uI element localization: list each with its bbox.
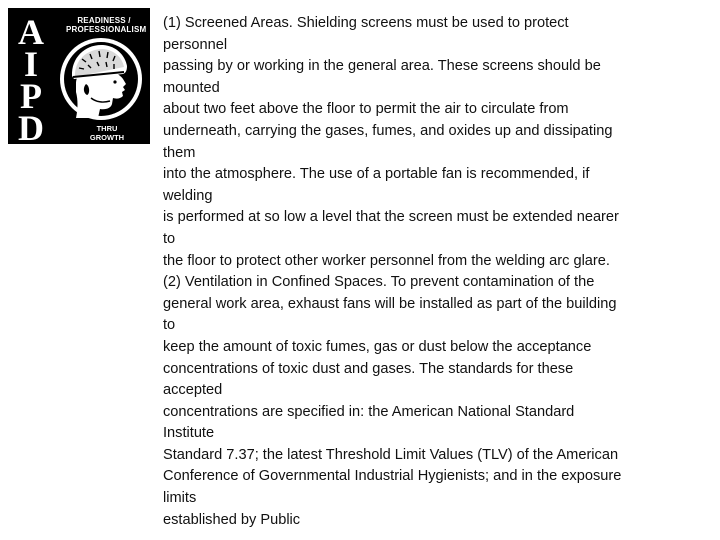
- document-text: [163, 13, 715, 531]
- logo-letters: [8, 13, 54, 141]
- text-line: keep the amount of toxic fumes, gas or dust below the acceptance: [163, 338, 592, 355]
- text-line: accepted: [163, 382, 223, 399]
- text-line: (1) Screened Areas. Shielding screens must be used to protect: [163, 15, 569, 31]
- text-line: the floor to protect other worker personnel from the welding arc glare.: [163, 252, 610, 269]
- text-line: personnel: [163, 36, 228, 53]
- text-line: Conference of Governmental Industrial Hygienists; and in the exposure: [163, 468, 622, 485]
- text-line: Institute: [163, 425, 215, 442]
- logo-letter-p: P: [20, 76, 42, 116]
- text-line: underneath, carrying the gases, fumes, and oxides up and dissipating: [163, 122, 613, 139]
- text-line: to: [163, 230, 176, 247]
- text-line: general work area, exhaust fans will be installed as part of the building: [163, 295, 617, 312]
- text-line: passing by or working in the general area. These screens should be: [163, 58, 601, 75]
- text-line: established by Public: [163, 511, 301, 528]
- text-line: (2) Ventilation in Confined Spaces. To prevent contamination of the: [163, 274, 595, 291]
- aipd-logo: [8, 8, 150, 144]
- logo-letter-a: A: [18, 13, 44, 52]
- soldier-helmet-profile-icon: [56, 32, 146, 122]
- text-line: about two feet above the floor to permit the air to circulate from: [163, 101, 569, 118]
- logo-bottom-text: THRU GROWTH: [89, 124, 125, 142]
- text-line: Standard 7.37; the latest Threshold Limit Values (TLV) of the American: [163, 446, 619, 463]
- text-line: limits: [163, 490, 197, 507]
- text-line: mounted: [163, 79, 220, 96]
- text-line: concentrations of toxic dust and gases. The standards for these: [163, 360, 574, 377]
- text-line: to: [163, 317, 176, 334]
- text-line: them: [163, 144, 196, 161]
- text-line: welding: [163, 187, 213, 204]
- logo-letter-d: D: [18, 108, 44, 141]
- logo-top-text: READINESS / PROFESSIONALISM: [66, 16, 147, 34]
- text-line: is performed at so low a level that the screen must be extended nearer: [163, 209, 619, 226]
- text-line: into the atmosphere. The use of a portable fan is recommended, if: [163, 166, 590, 183]
- text-line: concentrations are specified in: the American National Standard: [163, 403, 575, 420]
- logo-letter-i: I: [23, 44, 39, 84]
